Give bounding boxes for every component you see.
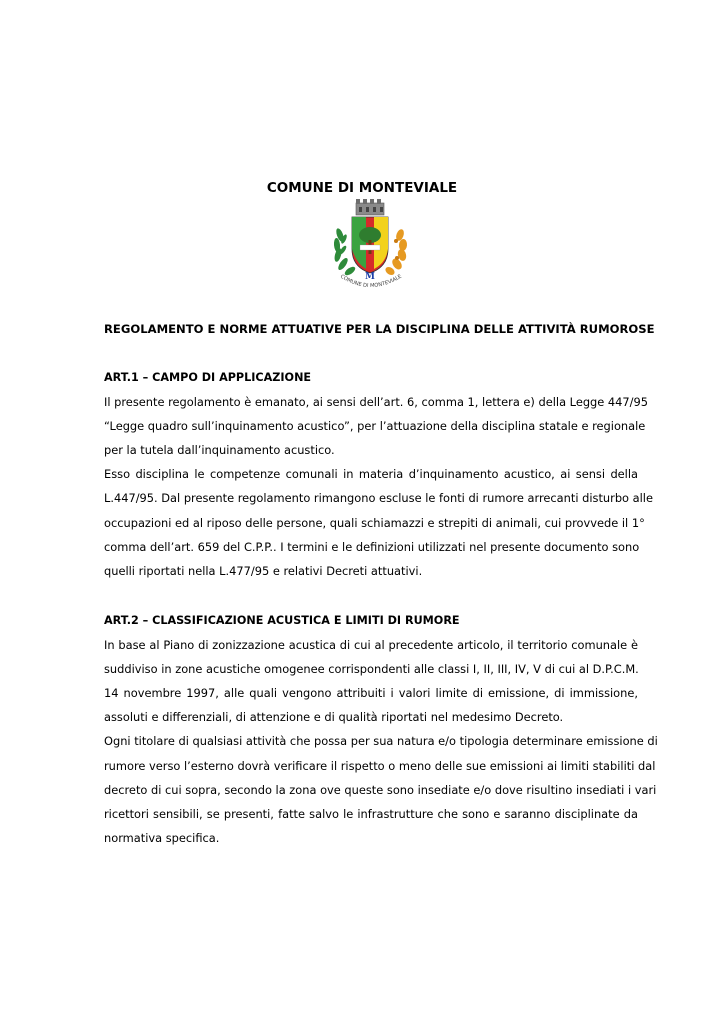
paragraph-line: quelli riportati nella L.477/95 e relativi Decreti attuativi. xyxy=(104,563,423,578)
paragraph-line: rumore verso l’esterno dovrà verificare il rispetto o meno delle sue emissioni ai limiti stabiliti dal xyxy=(104,758,656,773)
paragraph-line: assoluti e differenziali, di attenzione e di qualità riportati nel medesimo Decreto. xyxy=(104,710,564,725)
svg-text:M: M xyxy=(365,272,375,282)
paragraph-line: occupazioni ed al riposo delle persone, quali schiamazzi e strepiti di animali, cui provvede il 1° xyxy=(104,515,645,530)
paragraph-line: per la tutela dall’inquinamento acustico. xyxy=(104,443,335,458)
paragraph-line: L.447/95. Dal presente regolamento rimangono escluse le fonti di rumore arrecanti disturbo alle xyxy=(104,491,653,506)
paragraph-line: Il presente regolamento è emanato, ai sensi dell’art. 6, comma 1, lettera e) della Legge 447/95 xyxy=(104,395,648,410)
paragraph-line: Esso disciplina le competenze comunali in materia d’inquinamento acustico, ai sensi della xyxy=(104,467,638,482)
article-2-heading: ART.2 – CLASSIFICAZIONE ACUSTICA E LIMITI DI RUMORE xyxy=(104,614,460,627)
article-1 xyxy=(104,366,653,583)
paragraph-line: normativa specifica. xyxy=(104,830,220,845)
article-2 xyxy=(104,609,658,850)
paragraph-line: comma dell’art. 659 del C.P.P.. I termini e le definizioni utilizzati nel presente documento sono xyxy=(104,539,640,554)
svg-text:COMUNE DI MONTEVIALE: COMUNE DI MONTEVIALE xyxy=(339,273,403,289)
paragraph-line: ricettori sensibili, se presenti, fatte salvo le infrastrutture che sono e saranno disciplinate da xyxy=(104,806,638,821)
paragraph-line: Ogni titolare di qualsiasi attività che possa per sua natura e/o tipologia determinare emissione di xyxy=(104,734,658,749)
coat-of-arms-icon xyxy=(330,197,410,289)
paragraph-line: suddiviso in zone acustiche omogenee corrispondenti alle classi I, II, III, IV, V di cui al D.P.C.M. xyxy=(104,662,639,677)
paragraph-line: 14 novembre 1997, alle quali vengono attribuiti i valori limite di emissione, di immissione, xyxy=(104,686,638,701)
municipality-title: COMUNE DI MONTEVIALE xyxy=(266,180,458,196)
document-title: REGOLAMENTO E NORME ATTUATIVE PER LA DISCIPLINA DELLE ATTIVITÀ RUMOROSE xyxy=(104,322,655,336)
paragraph-line: decreto di cui sopra, secondo la zona ove queste sono insediate e/o dove risultino insediati i vari xyxy=(104,782,657,797)
paragraph-line: “Legge quadro sull’inquinamento acustico”, per l’attuazione della disciplina statale e regionale xyxy=(104,419,646,434)
paragraph-line: In base al Piano di zonizzazione acustica di cui al precedente articolo, il territorio comunale è xyxy=(104,638,638,653)
article-1-heading: ART.1 – CAMPO DI APPLICAZIONE xyxy=(104,371,312,384)
